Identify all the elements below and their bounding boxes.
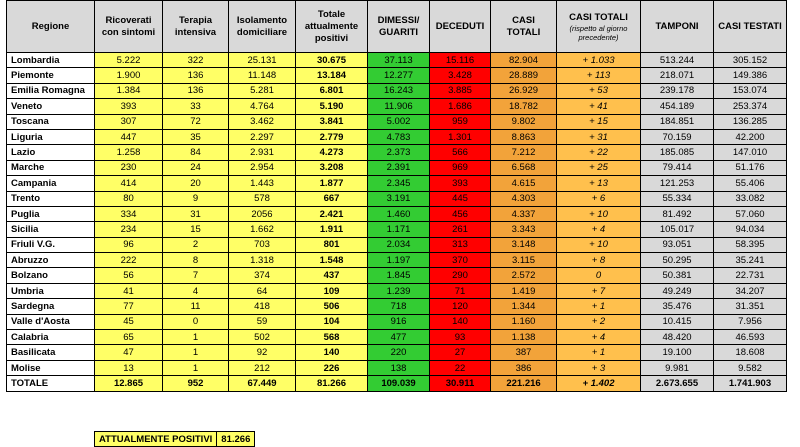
cell-ricoverati: 45 bbox=[95, 314, 163, 329]
table-row bbox=[7, 268, 787, 283]
cell-isolamento: 1.662 bbox=[229, 222, 296, 237]
cell-casi-testati: 149.386 bbox=[714, 68, 787, 83]
cell-casi-totali: 3.115 bbox=[491, 253, 557, 268]
cell-casi-delta: + 1 bbox=[557, 345, 641, 360]
cell-casi-delta: + 1.033 bbox=[557, 53, 641, 68]
cell-terapia: 24 bbox=[163, 160, 229, 175]
cell-ricoverati: 12.865 bbox=[95, 376, 163, 391]
cell-casi-delta: + 2 bbox=[557, 314, 641, 329]
table-row bbox=[7, 191, 787, 206]
cell-casi-testati: 42.200 bbox=[714, 129, 787, 144]
cell-totale-positivi: 3.208 bbox=[296, 160, 368, 175]
cell-isolamento: 67.449 bbox=[229, 376, 296, 391]
cell-terapia: 20 bbox=[163, 176, 229, 191]
cell-dimessi: 12.277 bbox=[368, 68, 430, 83]
cell-region: Abruzzo bbox=[7, 253, 95, 268]
cell-ricoverati: 1.258 bbox=[95, 145, 163, 160]
cell-isolamento: 374 bbox=[229, 268, 296, 283]
cell-terapia: 1 bbox=[163, 330, 229, 345]
table-row bbox=[7, 330, 787, 345]
cell-region: Friuli V.G. bbox=[7, 237, 95, 252]
cell-terapia: 7 bbox=[163, 268, 229, 283]
cell-deceduti: 93 bbox=[430, 330, 491, 345]
cell-region: Umbria bbox=[7, 283, 95, 298]
cell-casi-testati: 18.608 bbox=[714, 345, 787, 360]
cell-region: Basilicata bbox=[7, 345, 95, 360]
cell-tamponi: 513.244 bbox=[641, 53, 714, 68]
table-row bbox=[7, 99, 787, 114]
cell-tamponi: 79.414 bbox=[641, 160, 714, 175]
cell-terapia: 15 bbox=[163, 222, 229, 237]
cell-casi-delta: + 113 bbox=[557, 68, 641, 83]
cell-casi-testati: 34.207 bbox=[714, 283, 787, 298]
cell-region: Piemonte bbox=[7, 68, 95, 83]
cell-terapia: 31 bbox=[163, 206, 229, 221]
cell-deceduti: 313 bbox=[430, 237, 491, 252]
cell-deceduti: 71 bbox=[430, 283, 491, 298]
cell-casi-testati: 35.241 bbox=[714, 253, 787, 268]
cell-totale-positivi: 109 bbox=[296, 283, 368, 298]
cell-totale-positivi: 568 bbox=[296, 330, 368, 345]
header-casi-delta-title: CASI TOTALI bbox=[569, 11, 628, 23]
header-casi-delta-note: (rispetto al giorno precedente) bbox=[569, 23, 628, 42]
table-row bbox=[7, 176, 787, 191]
cell-casi-delta: + 10 bbox=[557, 206, 641, 221]
cell-dimessi: 2.034 bbox=[368, 237, 430, 252]
table-row bbox=[7, 299, 787, 314]
cell-region: Sicilia bbox=[7, 222, 95, 237]
cell-deceduti: 969 bbox=[430, 160, 491, 175]
cell-ricoverati: 1.900 bbox=[95, 68, 163, 83]
cell-dimessi: 1.460 bbox=[368, 206, 430, 221]
cell-isolamento: 578 bbox=[229, 191, 296, 206]
header-casi-totali-delta bbox=[557, 1, 641, 53]
cell-tamponi: 2.673.655 bbox=[641, 376, 714, 391]
cell-totale-positivi: 1.911 bbox=[296, 222, 368, 237]
cell-terapia: 136 bbox=[163, 83, 229, 98]
cell-totale-positivi: 1.877 bbox=[296, 176, 368, 191]
cell-totale-positivi: 2.421 bbox=[296, 206, 368, 221]
cell-casi-testati: 305.152 bbox=[714, 53, 787, 68]
cell-deceduti: 15.116 bbox=[430, 53, 491, 68]
cell-tamponi: 48.420 bbox=[641, 330, 714, 345]
cell-casi-totali: 26.929 bbox=[491, 83, 557, 98]
cell-ricoverati: 334 bbox=[95, 206, 163, 221]
cell-ricoverati: 80 bbox=[95, 191, 163, 206]
cell-isolamento: 92 bbox=[229, 345, 296, 360]
cell-totale-positivi: 140 bbox=[296, 345, 368, 360]
cell-dimessi: 37.113 bbox=[368, 53, 430, 68]
cell-casi-totali: 6.568 bbox=[491, 160, 557, 175]
cell-totale-positivi: 1.548 bbox=[296, 253, 368, 268]
cell-ricoverati: 13 bbox=[95, 360, 163, 375]
cell-tamponi: 81.492 bbox=[641, 206, 714, 221]
cell-deceduti: 3.885 bbox=[430, 83, 491, 98]
cell-casi-totali: 1.160 bbox=[491, 314, 557, 329]
cell-terapia: 33 bbox=[163, 99, 229, 114]
cell-dimessi: 220 bbox=[368, 345, 430, 360]
cell-isolamento: 4.764 bbox=[229, 99, 296, 114]
cell-dimessi: 2.373 bbox=[368, 145, 430, 160]
cell-terapia: 322 bbox=[163, 53, 229, 68]
cell-totale-positivi: 81.266 bbox=[296, 376, 368, 391]
cell-isolamento: 2.297 bbox=[229, 129, 296, 144]
cell-tamponi: 93.051 bbox=[641, 237, 714, 252]
cell-dimessi: 477 bbox=[368, 330, 430, 345]
cell-casi-totali: 1.344 bbox=[491, 299, 557, 314]
cell-region: Molise bbox=[7, 360, 95, 375]
cell-isolamento: 703 bbox=[229, 237, 296, 252]
cell-ricoverati: 5.222 bbox=[95, 53, 163, 68]
cell-totale-positivi: 667 bbox=[296, 191, 368, 206]
header-casi-testati: CASI TESTATI bbox=[714, 1, 787, 53]
header-terapia: Terapia intensiva bbox=[163, 1, 229, 53]
cell-dimessi: 109.039 bbox=[368, 376, 430, 391]
cell-casi-testati: 46.593 bbox=[714, 330, 787, 345]
cell-tamponi: 9.981 bbox=[641, 360, 714, 375]
cell-totale-positivi: 3.841 bbox=[296, 114, 368, 129]
cell-terapia: 11 bbox=[163, 299, 229, 314]
cell-casi-delta: + 4 bbox=[557, 330, 641, 345]
cell-casi-delta: + 8 bbox=[557, 253, 641, 268]
cell-casi-delta: + 41 bbox=[557, 99, 641, 114]
cell-isolamento: 25.131 bbox=[229, 53, 296, 68]
summary-value: 81.266 bbox=[217, 432, 255, 447]
cell-tamponi: 50.381 bbox=[641, 268, 714, 283]
cell-tamponi: 185.085 bbox=[641, 145, 714, 160]
header-tamponi: TAMPONI bbox=[641, 1, 714, 53]
cell-dimessi: 11.906 bbox=[368, 99, 430, 114]
cell-region: Valle d'Aosta bbox=[7, 314, 95, 329]
cell-dimessi: 1.171 bbox=[368, 222, 430, 237]
cell-terapia: 72 bbox=[163, 114, 229, 129]
summary-label: ATTUALMENTE POSITIVI bbox=[95, 432, 217, 447]
cell-casi-delta: + 25 bbox=[557, 160, 641, 175]
cell-deceduti: 1.686 bbox=[430, 99, 491, 114]
cell-ricoverati: 222 bbox=[95, 253, 163, 268]
cell-deceduti: 290 bbox=[430, 268, 491, 283]
cell-region: Liguria bbox=[7, 129, 95, 144]
cell-totale-positivi: 506 bbox=[296, 299, 368, 314]
cell-terapia: 84 bbox=[163, 145, 229, 160]
cell-region: Trento bbox=[7, 191, 95, 206]
cell-isolamento: 5.281 bbox=[229, 83, 296, 98]
cell-region: Marche bbox=[7, 160, 95, 175]
cell-tamponi: 49.249 bbox=[641, 283, 714, 298]
cell-tamponi: 454.189 bbox=[641, 99, 714, 114]
cell-region: Campania bbox=[7, 176, 95, 191]
cell-casi-testati: 58.395 bbox=[714, 237, 787, 252]
total-row bbox=[7, 376, 787, 391]
cell-tamponi: 218.071 bbox=[641, 68, 714, 83]
cell-ricoverati: 77 bbox=[95, 299, 163, 314]
cell-totale-positivi: 801 bbox=[296, 237, 368, 252]
cell-totale-positivi: 13.184 bbox=[296, 68, 368, 83]
cell-terapia: 1 bbox=[163, 345, 229, 360]
cell-totale-positivi: 30.675 bbox=[296, 53, 368, 68]
cell-totale-positivi: 437 bbox=[296, 268, 368, 283]
cell-casi-testati: 22.731 bbox=[714, 268, 787, 283]
cell-casi-testati: 7.956 bbox=[714, 314, 787, 329]
cell-terapia: 8 bbox=[163, 253, 229, 268]
table-row bbox=[7, 53, 787, 68]
table-row bbox=[7, 237, 787, 252]
header-totale-positivi: Totale attualmente positivi bbox=[296, 1, 368, 53]
cell-casi-testati: 31.351 bbox=[714, 299, 787, 314]
cell-totale-positivi: 6.801 bbox=[296, 83, 368, 98]
cell-isolamento: 2.954 bbox=[229, 160, 296, 175]
cell-casi-delta: + 10 bbox=[557, 237, 641, 252]
cell-casi-delta: + 3 bbox=[557, 360, 641, 375]
cell-deceduti: 393 bbox=[430, 176, 491, 191]
table-row bbox=[7, 160, 787, 175]
cell-dimessi: 1.845 bbox=[368, 268, 430, 283]
cell-casi-delta: + 1 bbox=[557, 299, 641, 314]
cell-terapia: 4 bbox=[163, 283, 229, 298]
table-body bbox=[7, 53, 787, 392]
cell-dimessi: 718 bbox=[368, 299, 430, 314]
cell-casi-testati: 253.374 bbox=[714, 99, 787, 114]
cell-terapia: 0 bbox=[163, 314, 229, 329]
cell-region: Bolzano bbox=[7, 268, 95, 283]
cell-casi-totali: 7.212 bbox=[491, 145, 557, 160]
cell-dimessi: 2.345 bbox=[368, 176, 430, 191]
cell-isolamento: 3.462 bbox=[229, 114, 296, 129]
cell-casi-testati: 136.285 bbox=[714, 114, 787, 129]
cell-dimessi: 916 bbox=[368, 314, 430, 329]
header-row bbox=[7, 1, 787, 53]
cell-dimessi: 138 bbox=[368, 360, 430, 375]
cell-totale-positivi: 2.779 bbox=[296, 129, 368, 144]
cell-ricoverati: 230 bbox=[95, 160, 163, 175]
cell-isolamento: 1.443 bbox=[229, 176, 296, 191]
table-row bbox=[7, 253, 787, 268]
cell-region: Toscana bbox=[7, 114, 95, 129]
cell-terapia: 1 bbox=[163, 360, 229, 375]
cell-totale-positivi: 4.273 bbox=[296, 145, 368, 160]
table-row bbox=[7, 145, 787, 160]
cell-deceduti: 1.301 bbox=[430, 129, 491, 144]
cell-totale-positivi: 226 bbox=[296, 360, 368, 375]
cell-casi-testati: 153.074 bbox=[714, 83, 787, 98]
cell-terapia: 952 bbox=[163, 376, 229, 391]
cell-casi-totali: 221.216 bbox=[491, 376, 557, 391]
cell-tamponi: 19.100 bbox=[641, 345, 714, 360]
table-row bbox=[7, 68, 787, 83]
table-row bbox=[7, 345, 787, 360]
cell-region: Calabria bbox=[7, 330, 95, 345]
cell-region: Lazio bbox=[7, 145, 95, 160]
table-row bbox=[7, 206, 787, 221]
cell-casi-totali: 4.337 bbox=[491, 206, 557, 221]
cell-ricoverati: 56 bbox=[95, 268, 163, 283]
cell-deceduti: 27 bbox=[430, 345, 491, 360]
cell-casi-totali: 4.303 bbox=[491, 191, 557, 206]
cell-ricoverati: 234 bbox=[95, 222, 163, 237]
cell-casi-testati: 57.060 bbox=[714, 206, 787, 221]
cell-region: Lombardia bbox=[7, 53, 95, 68]
cell-casi-testati: 51.176 bbox=[714, 160, 787, 175]
cell-deceduti: 140 bbox=[430, 314, 491, 329]
cell-deceduti: 30.911 bbox=[430, 376, 491, 391]
table-row bbox=[7, 360, 787, 375]
cell-deceduti: 120 bbox=[430, 299, 491, 314]
cell-casi-totali: 2.572 bbox=[491, 268, 557, 283]
cell-casi-totali: 387 bbox=[491, 345, 557, 360]
table-row bbox=[7, 222, 787, 237]
cell-isolamento: 1.318 bbox=[229, 253, 296, 268]
cell-ricoverati: 393 bbox=[95, 99, 163, 114]
cell-isolamento: 64 bbox=[229, 283, 296, 298]
cell-tamponi: 70.159 bbox=[641, 129, 714, 144]
cell-region: Veneto bbox=[7, 99, 95, 114]
cell-ricoverati: 65 bbox=[95, 330, 163, 345]
cell-tamponi: 55.334 bbox=[641, 191, 714, 206]
cell-casi-totali: 8.863 bbox=[491, 129, 557, 144]
cell-totale-positivi: 5.190 bbox=[296, 99, 368, 114]
cell-region: Emilia Romagna bbox=[7, 83, 95, 98]
cell-dimessi: 16.243 bbox=[368, 83, 430, 98]
table-row bbox=[7, 283, 787, 298]
cell-terapia: 35 bbox=[163, 129, 229, 144]
cell-isolamento: 212 bbox=[229, 360, 296, 375]
cell-dimessi: 4.783 bbox=[368, 129, 430, 144]
cell-ricoverati: 47 bbox=[95, 345, 163, 360]
cell-totale-positivi: 104 bbox=[296, 314, 368, 329]
cell-region: Puglia bbox=[7, 206, 95, 221]
cell-casi-totali: 386 bbox=[491, 360, 557, 375]
cell-ricoverati: 96 bbox=[95, 237, 163, 252]
cell-casi-totali: 9.802 bbox=[491, 114, 557, 129]
cell-deceduti: 445 bbox=[430, 191, 491, 206]
table-row bbox=[7, 114, 787, 129]
cell-casi-testati: 147.010 bbox=[714, 145, 787, 160]
table-row bbox=[7, 83, 787, 98]
cell-terapia: 136 bbox=[163, 68, 229, 83]
cell-casi-delta: + 15 bbox=[557, 114, 641, 129]
cell-deceduti: 3.428 bbox=[430, 68, 491, 83]
cell-casi-totali: 4.615 bbox=[491, 176, 557, 191]
cell-casi-totali: 3.343 bbox=[491, 222, 557, 237]
cell-dimessi: 5.002 bbox=[368, 114, 430, 129]
cell-casi-delta: + 4 bbox=[557, 222, 641, 237]
cell-deceduti: 22 bbox=[430, 360, 491, 375]
cell-terapia: 2 bbox=[163, 237, 229, 252]
header-casi-totali: CASI TOTALI bbox=[491, 1, 557, 53]
cell-region: TOTALE bbox=[7, 376, 95, 391]
table-row bbox=[7, 129, 787, 144]
covid-regions-table bbox=[6, 0, 787, 392]
cell-casi-totali: 1.138 bbox=[491, 330, 557, 345]
cell-casi-delta: + 31 bbox=[557, 129, 641, 144]
cell-casi-totali: 3.148 bbox=[491, 237, 557, 252]
cell-tamponi: 35.476 bbox=[641, 299, 714, 314]
cell-casi-delta: + 1.402 bbox=[557, 376, 641, 391]
cell-tamponi: 239.178 bbox=[641, 83, 714, 98]
header-ricoverati: Ricoverati con sintomi bbox=[95, 1, 163, 53]
cell-isolamento: 418 bbox=[229, 299, 296, 314]
cell-casi-testati: 1.741.903 bbox=[714, 376, 787, 391]
cell-deceduti: 370 bbox=[430, 253, 491, 268]
cell-casi-testati: 55.406 bbox=[714, 176, 787, 191]
cell-tamponi: 105.017 bbox=[641, 222, 714, 237]
cell-isolamento: 502 bbox=[229, 330, 296, 345]
cell-casi-totali: 18.782 bbox=[491, 99, 557, 114]
cell-tamponi: 10.415 bbox=[641, 314, 714, 329]
cell-casi-testati: 9.582 bbox=[714, 360, 787, 375]
cell-casi-totali: 82.904 bbox=[491, 53, 557, 68]
cell-dimessi: 1.239 bbox=[368, 283, 430, 298]
cell-casi-delta: + 53 bbox=[557, 83, 641, 98]
cell-ricoverati: 414 bbox=[95, 176, 163, 191]
cell-ricoverati: 307 bbox=[95, 114, 163, 129]
cell-dimessi: 1.197 bbox=[368, 253, 430, 268]
cell-deceduti: 261 bbox=[430, 222, 491, 237]
cell-casi-totali: 1.419 bbox=[491, 283, 557, 298]
cell-casi-testati: 33.082 bbox=[714, 191, 787, 206]
header-deceduti: DECEDUTI bbox=[430, 1, 491, 53]
cell-dimessi: 2.391 bbox=[368, 160, 430, 175]
cell-isolamento: 11.148 bbox=[229, 68, 296, 83]
cell-tamponi: 184.851 bbox=[641, 114, 714, 129]
cell-tamponi: 121.253 bbox=[641, 176, 714, 191]
header-region: Regione bbox=[7, 1, 95, 53]
header-isolamento: Isolamento domiciliare bbox=[229, 1, 296, 53]
cell-isolamento: 59 bbox=[229, 314, 296, 329]
cell-terapia: 9 bbox=[163, 191, 229, 206]
cell-deceduti: 456 bbox=[430, 206, 491, 221]
cell-tamponi: 50.295 bbox=[641, 253, 714, 268]
cell-casi-delta: + 6 bbox=[557, 191, 641, 206]
table-row bbox=[7, 314, 787, 329]
header-dimessi: DIMESSI/ GUARITI bbox=[368, 1, 430, 53]
cell-ricoverati: 1.384 bbox=[95, 83, 163, 98]
cell-isolamento: 2.931 bbox=[229, 145, 296, 160]
cell-ricoverati: 447 bbox=[95, 129, 163, 144]
cell-casi-delta: 0 bbox=[557, 268, 641, 283]
cell-casi-testati: 94.034 bbox=[714, 222, 787, 237]
cell-casi-delta: + 7 bbox=[557, 283, 641, 298]
cell-dimessi: 3.191 bbox=[368, 191, 430, 206]
cell-casi-totali: 28.889 bbox=[491, 68, 557, 83]
cell-casi-delta: + 13 bbox=[557, 176, 641, 191]
cell-deceduti: 959 bbox=[430, 114, 491, 129]
cell-isolamento: 2056 bbox=[229, 206, 296, 221]
cell-ricoverati: 41 bbox=[95, 283, 163, 298]
cell-deceduti: 566 bbox=[430, 145, 491, 160]
cell-casi-delta: + 22 bbox=[557, 145, 641, 160]
cell-region: Sardegna bbox=[7, 299, 95, 314]
